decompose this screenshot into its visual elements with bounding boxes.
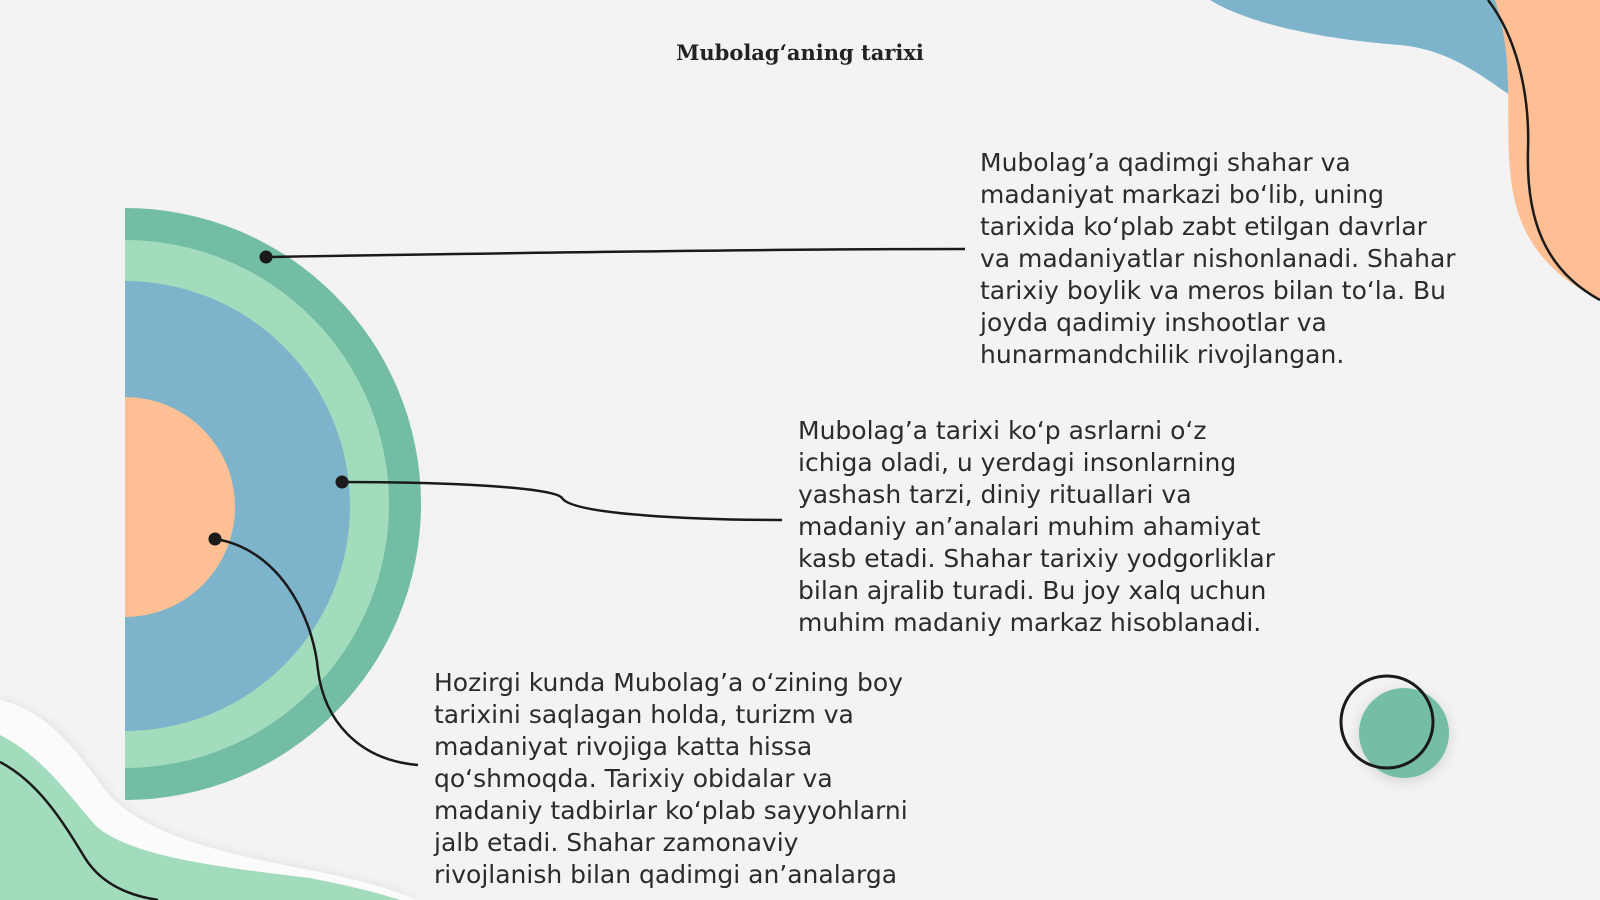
bottom-right-circles: [1341, 676, 1449, 778]
connector-line: [266, 249, 965, 257]
paragraph-history-2: Mubolag’a tarixi ko‘p asrlarni o‘z ichiga oladi, u yerdagi insonlarning yashash tarzi, diniy rituallari va madaniy an’analari muhim ahamiyat kasb etadi. Shahar tarixiy yodgorliklar bilan ajralib turadi. Bu joy xalq uchun muhim madaniy markaz hisoblanadi.: [798, 416, 1275, 637]
concentric-half-circles: [125, 208, 421, 800]
slide-title: Mubolagʻaning tarixi: [676, 40, 924, 65]
connector-1: [260, 249, 966, 264]
connector-dot: [209, 533, 222, 546]
paragraph-history-3: Hozirgi kunda Mubolag’a o‘zining boy tarixini saqlagan holda, turizm va madaniyat rivojiga katta hissa qo‘shmoqda. Tarixiy obidalar va madaniy tadbirlar ko‘plab sayyohlarni jalb etadi. Shahar zamonaviy rivojlanish bilan qadimgi an’analarga: [434, 668, 908, 889]
paragraph-history-1: Mubolag’a qadimgi shahar va madaniyat markazi bo‘lib, uning tarixida ko‘plab zabt etilgan davrlar va madaniyatlar nishonlanadi. Shahar tarixiy boylik va meros bilan to‘la. Bu joyda qadimiy inshootlar va hunarmandchilik rivojlangan.: [980, 148, 1456, 369]
connector-dot: [336, 476, 349, 489]
connector-dot: [260, 251, 273, 264]
